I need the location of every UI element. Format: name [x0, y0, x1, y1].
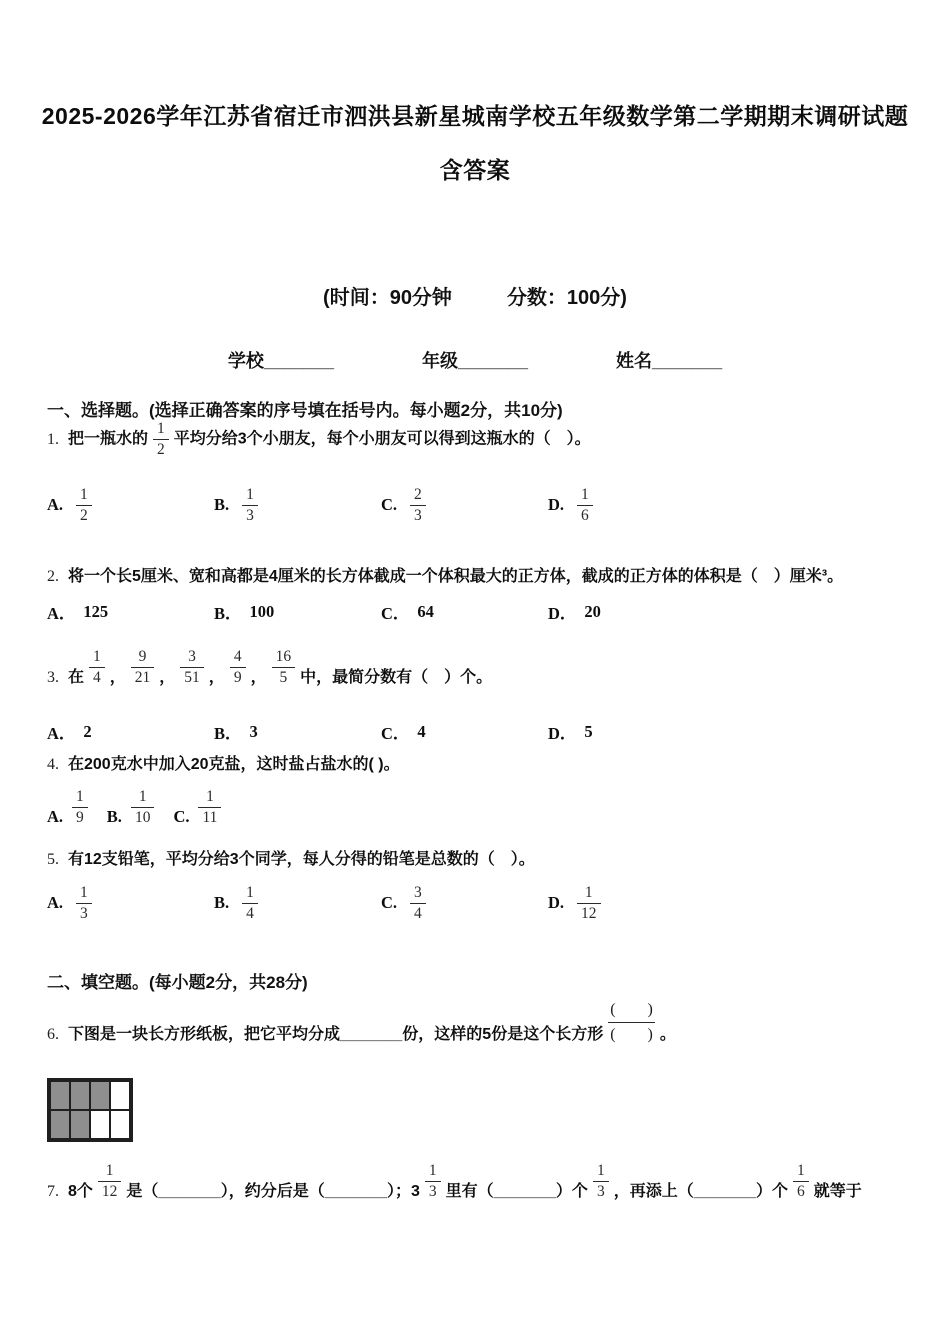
fraction-denominator: 12 — [581, 904, 597, 922]
option-a-fraction — [72, 788, 88, 827]
fraction-denominator: 6 — [581, 506, 589, 524]
student-fields-row — [0, 347, 950, 373]
fraction-denominator: 21 — [134, 668, 151, 686]
option-d-value: 5 — [584, 722, 593, 741]
option-b-label: B. — [214, 495, 230, 515]
option-c-label: C． — [381, 724, 410, 743]
question-4-text: 在200克水中加入20克盐，这时盐占盐水的( )。 — [68, 756, 400, 773]
fraction-denominator: 2 — [80, 506, 88, 524]
question-4-number: 4. — [47, 756, 59, 773]
option-c-fraction — [410, 486, 426, 525]
option-a — [47, 884, 214, 923]
exam-score: 分数：100分) — [506, 287, 627, 309]
option-b — [214, 600, 381, 624]
question-3-fraction-5 — [272, 648, 296, 687]
option-b — [214, 884, 381, 923]
option-a-value: 2 — [83, 722, 92, 741]
fraction-numerator: 1 — [72, 788, 88, 808]
question-6-text-2: 。 — [659, 1026, 676, 1043]
option-d-fraction — [577, 884, 601, 923]
grid-cell-shaded — [70, 1081, 90, 1110]
exam-time: (时间：90分钟 — [323, 287, 452, 309]
option-c-fraction — [198, 788, 221, 827]
question-7-fraction-2 — [425, 1162, 441, 1201]
question-1 — [47, 420, 932, 459]
fraction-numerator: 1 — [242, 486, 258, 506]
option-d-label: D. — [548, 893, 565, 913]
question-7-fraction-4 — [793, 1162, 809, 1201]
q6-rectangle-grid-figure — [47, 1078, 133, 1142]
option-b-value: 100 — [249, 602, 275, 621]
fraction-numerator: 1 — [425, 1162, 441, 1182]
option-d-label: D． — [548, 604, 577, 623]
option-b-value: 3 — [249, 722, 258, 741]
question-6-text-1: 下图是一块长方形纸板，把它平均分成_______份，这样的5份是这个长方形 — [68, 1026, 604, 1043]
fraction-numerator: 16 — [272, 648, 296, 668]
grid-cell-shaded — [50, 1081, 70, 1110]
option-d-label: D． — [548, 724, 577, 743]
option-d-fraction — [577, 486, 593, 525]
grid-cell-blank — [90, 1110, 110, 1139]
fraction-denominator: 6 — [796, 1182, 805, 1200]
option-d — [548, 884, 715, 923]
option-a — [47, 486, 214, 525]
question-5-text: 有12支铅笔，平均分给3个同学，每人分得的铅笔是总数的（ ）。 — [68, 851, 535, 868]
question-7-fraction-1 — [98, 1162, 122, 1201]
fraction-denominator: 11 — [202, 808, 218, 826]
fraction-denominator: 3 — [246, 506, 254, 524]
section2-heading: 二、填空题。(每小题2分，共28分) — [47, 973, 308, 992]
question-5 — [47, 848, 932, 872]
fraction-numerator: 4 — [230, 648, 246, 668]
fraction-numerator: 1 — [131, 788, 155, 808]
question-7-text-5: 就等于 — [813, 1182, 862, 1200]
fraction-numerator: 1 — [98, 1162, 122, 1182]
separator: ， — [250, 668, 267, 686]
question-7 — [47, 1162, 932, 1204]
option-a-label: A. — [47, 495, 64, 515]
fraction-denominator: 4 — [414, 904, 422, 922]
option-c-label: C. — [173, 806, 190, 826]
option-c — [381, 720, 548, 744]
fraction-denominator: 9 — [76, 808, 84, 826]
fraction-denominator: 2 — [157, 440, 165, 458]
question-1-text-2: 平均分给3个小朋友，每个小朋友可以得到这瓶水的（ ）。 — [173, 430, 591, 448]
question-7-number: 7. — [47, 1182, 59, 1200]
option-c — [381, 884, 548, 923]
fraction-numerator: 9 — [131, 648, 155, 668]
fraction-numerator: 3 — [180, 648, 204, 668]
question-3-fraction-1 — [89, 648, 105, 687]
option-a-value: 125 — [83, 602, 109, 621]
fraction-denominator: 3 — [596, 1182, 605, 1200]
fraction-numerator: 1 — [153, 420, 169, 440]
fraction-numerator: 1 — [89, 648, 105, 668]
question-3-fraction-3 — [180, 648, 204, 687]
option-d — [548, 600, 715, 624]
option-c — [381, 486, 548, 525]
question-4 — [47, 753, 932, 777]
fraction-numerator: 3 — [410, 884, 426, 904]
option-c-label: C. — [381, 495, 398, 515]
question-5-options — [47, 884, 715, 923]
option-c-label: C. — [381, 893, 398, 913]
option-a-label: A. — [47, 893, 64, 913]
question-7-text-4: ，再添上（_______）个 — [613, 1182, 788, 1200]
option-a-label: A． — [47, 724, 76, 743]
fraction-denominator: 5 — [279, 668, 288, 686]
fraction-numerator: 1 — [593, 1162, 609, 1182]
option-b-fraction — [131, 788, 155, 827]
option-b-label: B． — [214, 604, 242, 623]
separator: ， — [159, 668, 176, 686]
grade-field: 年级_______ — [421, 351, 529, 371]
option-b-label: B. — [106, 806, 122, 826]
fraction-denominator: 4 — [93, 668, 101, 686]
option-b — [214, 486, 381, 525]
fraction-denominator: 9 — [233, 668, 242, 686]
option-d — [548, 720, 715, 744]
fraction-denominator-blank: ( ) — [610, 1026, 653, 1043]
grid-cell-shaded — [90, 1081, 110, 1110]
question-3-text-1: 在 — [68, 668, 85, 686]
option-b-fraction — [242, 486, 258, 525]
option-c-fraction — [410, 884, 426, 923]
question-1-fraction — [153, 420, 169, 459]
fraction-numerator-blank: ( ) — [608, 1000, 655, 1023]
grid-cell-shaded — [50, 1110, 70, 1139]
fraction-denominator: 12 — [101, 1182, 118, 1200]
question-4-options — [47, 788, 226, 827]
page-title-line1: 2025-2026学年江苏省宿迁市泗洪县新星城南学校五年级数学第二学期期末调研试题 — [41, 103, 909, 129]
fraction-denominator: 3 — [414, 506, 422, 524]
fraction-numerator: 1 — [242, 884, 258, 904]
fraction-numerator: 1 — [76, 884, 92, 904]
question-3 — [47, 648, 932, 690]
question-2-number: 2. — [47, 568, 59, 585]
question-6-number: 6. — [47, 1026, 59, 1043]
exam-meta-row — [0, 281, 950, 310]
question-7-fraction-3 — [593, 1162, 609, 1201]
question-7-text-3: 里有（_______）个 — [445, 1182, 588, 1200]
option-b — [214, 720, 381, 744]
question-3-number: 3. — [47, 668, 59, 686]
question-3-options — [47, 720, 715, 744]
grid-cell-blank — [110, 1110, 130, 1139]
question-1-number: 1. — [47, 430, 59, 448]
grid-cell-shaded — [70, 1110, 90, 1139]
name-field: 姓名_______ — [616, 351, 723, 371]
fraction-denominator: 4 — [246, 904, 254, 922]
question-3-fraction-4 — [230, 648, 246, 687]
question-2-options — [47, 600, 715, 624]
section1-heading: 一、选择题。(选择正确答案的序号填在括号内。每小题2分，共10分) — [47, 401, 563, 420]
option-c-value: 4 — [417, 722, 426, 741]
fraction-numerator: 1 — [198, 788, 221, 808]
option-b-fraction — [242, 884, 258, 923]
question-2-text: 将一个长5厘米、宽和高都是4厘米的长方体截成一个体积最大的正方体，截成的正方体的体积是（ ）厘米³。 — [68, 568, 844, 585]
fraction-numerator: 1 — [577, 884, 601, 904]
option-a — [47, 600, 214, 624]
option-d-label: D. — [548, 495, 565, 515]
fraction-numerator: 1 — [76, 486, 92, 506]
separator: ， — [208, 668, 225, 686]
grid-cell-blank — [110, 1081, 130, 1110]
fraction-denominator: 10 — [134, 808, 151, 826]
option-d — [548, 486, 715, 525]
question-5-number: 5. — [47, 851, 59, 868]
option-d-value: 20 — [584, 602, 601, 621]
fraction-denominator: 3 — [428, 1182, 437, 1200]
question-2 — [47, 565, 932, 589]
question-3-text-2: 中，最简分数有（ ）个。 — [300, 668, 493, 686]
option-a-label: A． — [47, 604, 76, 623]
option-a-label: A. — [47, 806, 64, 826]
question-7-text-1: 8个 — [68, 1182, 93, 1200]
fraction-denominator: 3 — [80, 904, 88, 922]
fraction-denominator: 51 — [184, 668, 200, 686]
option-c — [381, 600, 548, 624]
option-b-label: B． — [214, 724, 242, 743]
option-c-value: 64 — [417, 602, 434, 621]
question-1-options — [47, 486, 715, 525]
fraction-numerator: 2 — [410, 486, 426, 506]
question-3-fraction-2 — [131, 648, 155, 687]
question-1-text-1: 把一瓶水的 — [68, 430, 149, 448]
option-c-label: C． — [381, 604, 410, 623]
question-6-answer-fraction — [608, 1000, 655, 1045]
school-field: 学校_______ — [227, 351, 334, 371]
option-b-label: B. — [214, 893, 230, 913]
separator: ， — [109, 668, 126, 686]
question-6 — [47, 1000, 932, 1047]
option-a-fraction — [76, 486, 92, 525]
fraction-numerator: 1 — [577, 486, 593, 506]
option-a — [47, 720, 214, 744]
question-7-text-2: 是（_______），约分后是（_______）；3 — [126, 1182, 420, 1200]
page-title-line2: 含答案 — [439, 157, 511, 183]
option-a-fraction — [76, 884, 92, 923]
fraction-numerator: 1 — [793, 1162, 809, 1182]
